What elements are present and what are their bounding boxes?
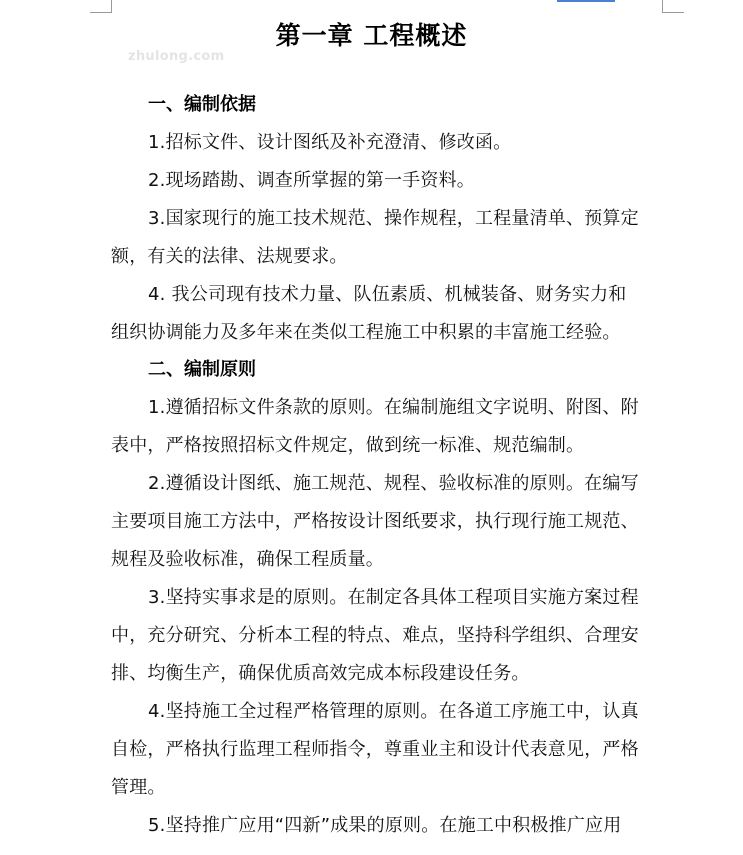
chapter-title: 第一章 工程概述 [275, 21, 468, 50]
crop-mark-top-left-horizontal [90, 12, 112, 13]
paragraph-line: 组织协调能力及多年来在类似工程施工中积累的丰富施工经验。 [111, 322, 621, 343]
paragraph-line: 中，充分研究、分析本工程的特点、难点，坚持科学组织、合理安 [111, 625, 639, 646]
paragraph-line: 1.遵循招标文件条款的原则。在编制施组文字说明、附图、附 [148, 397, 639, 418]
paragraph-line: 4. 我公司现有技术力量、队伍素质、机械装备、财务实力和 [148, 284, 627, 305]
paragraph-line: 4.坚持施工全过程严格管理的原则。在各道工序施工中，认真 [148, 701, 639, 722]
paragraph-line: 1.招标文件、设计图纸及补充澄清、修改函。 [148, 132, 512, 153]
top-selection-strip [557, 0, 615, 2]
watermark: zhulong.com [128, 49, 225, 64]
paragraph-line: 2.现场踏勘、调查所掌握的第一手资料。 [148, 170, 475, 191]
crop-mark-top-right-horizontal [662, 12, 684, 13]
paragraph-line: 5.坚持推广应用“四新”成果的原则。在施工中积极推广应用 [148, 815, 622, 836]
paragraph-line: 表中，严格按照招标文件规定，做到统一标准、规范编制。 [111, 435, 585, 456]
paragraph-line: 3.坚持实事求是的原则。在制定各具体工程项目实施方案过程 [148, 587, 639, 608]
crop-mark-top-right-vertical [662, 0, 663, 13]
paragraph-line: 2.遵循设计图纸、施工规范、规程、验收标准的原则。在编写 [148, 473, 639, 494]
paragraph-line: 3.国家现行的施工技术规范、操作规程，工程量清单、预算定 [148, 208, 639, 229]
section-heading-basis: 一、编制依据 [148, 94, 256, 115]
paragraph-line: 额，有关的法律、法规要求。 [111, 246, 348, 267]
crop-mark-top-left-vertical [111, 0, 112, 13]
paragraph-line: 排、均衡生产，确保优质高效完成本标段建设任务。 [111, 663, 530, 684]
section-heading-principles: 二、编制原则 [148, 359, 256, 380]
paragraph-line: 自检，严格执行监理工程师指令，尊重业主和设计代表意见，严格 [111, 739, 639, 760]
paragraph-line: 主要项目施工方法中，严格按设计图纸要求，执行现行施工规范、 [111, 511, 639, 532]
paragraph-line: 规程及验收标准，确保工程质量。 [111, 549, 384, 570]
paragraph-line: 管理。 [111, 777, 166, 798]
